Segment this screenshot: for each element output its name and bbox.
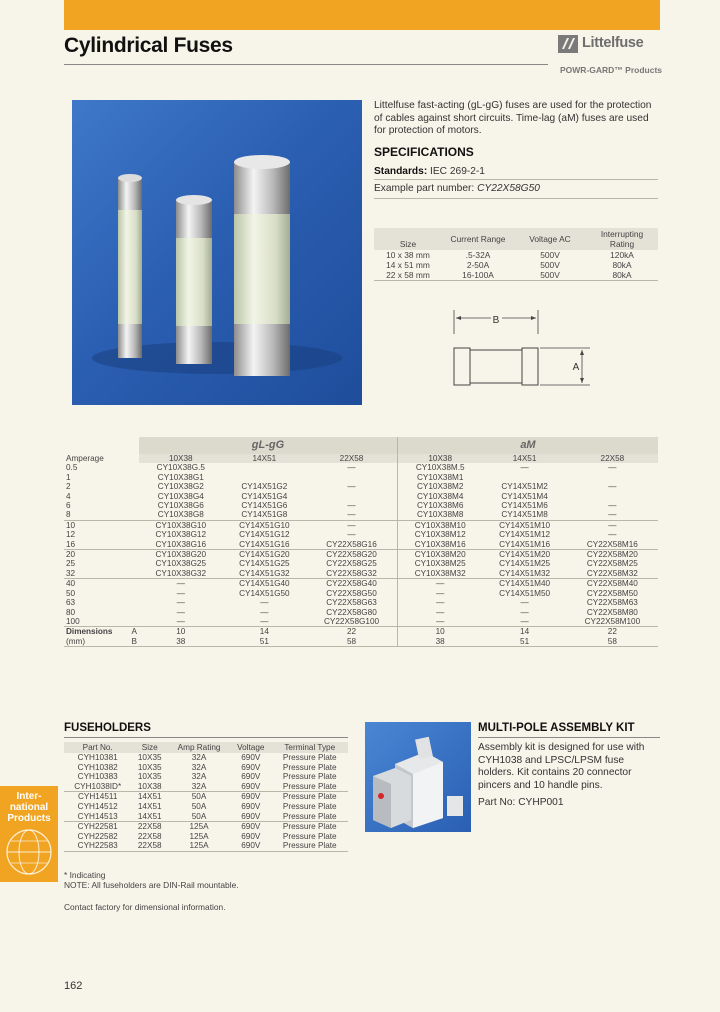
- fuseholder-cell: 32A: [191, 753, 207, 762]
- part-number-cell: CY14X51M2: [501, 482, 548, 492]
- part-number-cell: CY22X58G32: [326, 568, 377, 578]
- mm-label-cell: [64, 637, 139, 647]
- fuseholder-cell: 50A: [168, 792, 230, 802]
- fuse-part-table: [64, 437, 658, 647]
- fuseholder-cell: CYH14511: [64, 792, 131, 802]
- amperage-cell: 25: [66, 559, 76, 569]
- part-number-cell: [223, 463, 307, 472]
- dim-a-letter: A: [131, 627, 137, 637]
- spec-rule-2: [374, 198, 658, 199]
- fuseholder-header-row: [64, 742, 348, 753]
- fuseholder-cell: 690V: [241, 772, 261, 782]
- assembly-kit-description: Assembly kit is designed for use with CYH1038 and LPSC/LPSM fuse holders. Kit contains 20 connector pincers and 10 handle pins.: [478, 742, 645, 791]
- fuse-row: [64, 501, 658, 510]
- part-number-cell: CY10X38M20: [397, 550, 482, 560]
- fuseholder-cell: 690V: [241, 781, 261, 791]
- part-number-cell: —: [260, 607, 269, 617]
- part-number-cell: CY22X58M80: [586, 607, 638, 617]
- part-number-cell: —: [397, 579, 482, 589]
- part-number-cell: [482, 473, 566, 482]
- part-number-cell: —: [397, 608, 482, 617]
- fuseholder-cell: 125A: [168, 822, 230, 832]
- part-number-cell: CY10X38M25: [397, 559, 482, 568]
- part-number-cell: CY22X58M50: [586, 588, 638, 598]
- fuseholders-rule: [64, 737, 348, 738]
- fuseholder-cell: CYH10382: [77, 762, 118, 772]
- fuseholder-cell: CYH10381: [77, 753, 118, 762]
- part-number-cell: CY22X58G63: [326, 598, 377, 608]
- part-number-cell: CY10X38G8: [157, 510, 204, 520]
- fuseholder-cell: 50A: [191, 811, 207, 821]
- dim-b-cell: 51: [259, 636, 269, 646]
- fuseholder-notes: [64, 870, 239, 912]
- amperage-cell: 0.5: [66, 463, 78, 473]
- part-number-cell: —: [520, 598, 529, 608]
- part-number-cell: CY14X51M32: [499, 568, 551, 578]
- fuseholder-row: [64, 802, 348, 812]
- fuseholder-cell: 22X58: [131, 822, 168, 832]
- part-number-cell: CY14X51G4: [241, 491, 288, 501]
- standards-value: IEC 269-2-1: [427, 166, 485, 177]
- fuseholder-row: [64, 822, 348, 832]
- part-number-cell: CY22X58G25: [326, 559, 377, 569]
- part-number-cell: CY14X51M4: [501, 491, 548, 501]
- spec-row: [374, 260, 658, 270]
- fuseholder-cell: 22X58: [137, 841, 162, 851]
- amperage-cell: 2: [66, 482, 71, 492]
- part-number-cell: —: [608, 463, 617, 473]
- fuse-product-photo: [72, 100, 362, 405]
- part-number-cell: CY10X38M12: [397, 530, 482, 539]
- assembly-kit-part-number: Part No: CYHP001: [478, 797, 564, 808]
- part-number-cell: [306, 492, 397, 501]
- fuseholder-cell: 690V: [241, 801, 261, 811]
- part-number-cell: —: [608, 510, 617, 520]
- part-number-cell: CY10X38G25: [155, 559, 207, 569]
- part-number-cell: CY14X51M25: [499, 559, 551, 569]
- fuseholder-cell: 690V: [241, 841, 261, 851]
- size-header: 22X58: [306, 454, 397, 463]
- amperage-cell: 4: [66, 491, 71, 501]
- part-number-cell: —: [567, 520, 658, 530]
- part-number-cell: CY10X38G1: [157, 472, 204, 482]
- part-number-cell: CY22X58G16: [326, 539, 377, 549]
- logo-subtitle: POWR-GARD™ Products: [560, 65, 662, 75]
- fuse-dimension-drawing: [440, 304, 600, 394]
- spec-cell: 22 x 58 mm: [386, 270, 430, 280]
- fuse-row: [64, 579, 658, 589]
- part-number-cell: CY10X38G20: [139, 550, 223, 560]
- specifications-heading: SPECIFICATIONS: [374, 145, 474, 159]
- part-number-cell: CY22X58G50: [326, 588, 377, 598]
- spec-cell: 16-100A: [462, 270, 494, 280]
- fuse-row: [64, 550, 658, 560]
- fuseholder-cell: 32A: [191, 762, 207, 772]
- fuseholder-cell: 125A: [189, 841, 209, 851]
- amperage-cell: 8: [66, 510, 71, 520]
- fuseholder-row: [64, 832, 348, 842]
- part-number-cell: CY14X51G20: [223, 550, 307, 560]
- dimension-b-label: B: [492, 315, 500, 326]
- dimension-a-row: [64, 627, 658, 637]
- part-number-cell: CY14X51G8: [241, 510, 288, 520]
- part-number-cell: —: [306, 520, 397, 530]
- part-number-cell: CY14X51M40: [482, 579, 566, 589]
- part-number-cell: CY14X51M50: [499, 588, 551, 598]
- part-number-cell: —: [520, 616, 529, 626]
- part-number-cell: CY10X38M6: [397, 501, 482, 510]
- intl-line1: Inter-: [16, 791, 42, 802]
- dim-a-cell: 22: [567, 627, 658, 637]
- dim-b-cell: 38: [176, 636, 186, 646]
- part-number-cell: CY22X58G40: [306, 579, 397, 589]
- part-number-cell: —: [397, 589, 482, 598]
- fh-col-amp: Amp Rating: [168, 742, 230, 753]
- part-number-cell: CY14X51G16: [239, 539, 290, 549]
- fuseholder-cell: CYH22582: [77, 831, 118, 841]
- amperage-cell: 1: [66, 472, 71, 482]
- part-number-cell: CY10X38M2: [397, 482, 482, 491]
- part-number-cell: —: [347, 510, 356, 520]
- intl-line3: Products: [7, 813, 51, 824]
- fuseholder-cell: 10X35: [137, 753, 162, 762]
- amperage-cell: 6: [66, 501, 71, 511]
- amperage-cell: 20: [64, 550, 139, 560]
- fuse-row: [64, 492, 658, 501]
- amperage-cell: 63: [66, 598, 76, 608]
- fuseholder-cell: CYH10383: [77, 772, 118, 782]
- part-number-cell: CY14X51M8: [501, 510, 548, 520]
- fuseholder-cell: 690V: [241, 831, 261, 841]
- note-din-rail: NOTE: All fuseholders are DIN-Rail mountable.: [64, 880, 239, 890]
- page-number: 162: [64, 980, 83, 992]
- amperage-label: Amperage: [66, 454, 104, 463]
- spec-col-current: Current Range: [442, 228, 514, 250]
- fuseholder-cell: 690V: [230, 792, 272, 802]
- part-number-cell: CY14X51G40: [223, 579, 307, 589]
- example-label: Example part number:: [374, 183, 478, 194]
- fuseholder-cell: Pressure Plate: [282, 772, 337, 782]
- fuseholder-cell: 690V: [241, 762, 261, 772]
- fuseholder-cell: CYH22583: [77, 841, 118, 851]
- fuse-row: [64, 473, 658, 482]
- fuseholders-heading: FUSEHOLDERS: [64, 722, 151, 734]
- part-number-cell: CY14X51M16: [499, 539, 551, 549]
- fuseholder-cell: 50A: [191, 801, 207, 811]
- fh-col-part: Part No.: [64, 742, 131, 753]
- fuseholder-cell: CYH1038ID*: [74, 781, 122, 791]
- part-number-cell: CY10X38M.5: [397, 463, 482, 472]
- part-number-cell: CY14X51M20: [482, 550, 566, 560]
- fuse-row: [64, 617, 658, 627]
- title-rule: [64, 64, 548, 65]
- top-accent-bar: [64, 0, 660, 30]
- fh-col-terminal: Terminal Type: [272, 742, 348, 753]
- fuseholder-cell: 14X51: [131, 792, 168, 802]
- fuseholder-cell: 32A: [191, 781, 207, 791]
- part-number-cell: CY22X58G100: [323, 616, 380, 626]
- part-number-cell: CY14X51G32: [239, 568, 290, 578]
- spec-col-interrupting: Interrupting Rating: [586, 228, 658, 250]
- fuseholder-cell: CYH22581: [64, 822, 131, 832]
- part-number-cell: CY14X51M10: [482, 520, 566, 530]
- fuseholder-cell: 14X51: [137, 811, 162, 821]
- intro-paragraph: Littelfuse fast-acting (gL-gG) fuses are used for the protection of cables against short circuits. Time-lag (aM) fuses are used for protection of motors.: [374, 100, 652, 136]
- spec-row: [374, 270, 658, 281]
- fuseholder-cell: 690V: [230, 822, 272, 832]
- part-number-cell: CY22X58G20: [306, 550, 397, 560]
- spec-col-voltage: Voltage AC: [514, 228, 586, 250]
- fuseholder-cell: CYH14512: [77, 801, 118, 811]
- fuse-row: [64, 520, 658, 530]
- globe-icon: [3, 826, 55, 878]
- spec-cell: 80kA: [612, 260, 632, 270]
- part-number-cell: CY10X38G.5: [156, 463, 205, 473]
- part-number-cell: —: [608, 530, 617, 540]
- part-number-cell: —: [176, 616, 185, 626]
- spec-header-row: [374, 228, 658, 250]
- part-number-cell: CY10X38M1: [397, 473, 482, 482]
- spec-row: [374, 250, 658, 260]
- dim-b-letter: B: [131, 636, 137, 646]
- part-number-cell: —: [260, 616, 269, 626]
- fuseholder-cell: 690V: [241, 753, 261, 762]
- fuseholders-body: [64, 753, 348, 851]
- part-number-cell: CY22X58M16: [586, 539, 638, 549]
- spec-cell: 120kA: [610, 250, 634, 260]
- part-number-cell: CY10X38G10: [139, 520, 223, 530]
- amperage-cell: 32: [66, 568, 76, 578]
- logo-brand: Littelfuse: [582, 35, 644, 51]
- part-number-cell: —: [397, 617, 482, 627]
- part-number-cell: —: [520, 607, 529, 617]
- group-header-blank: [64, 437, 139, 454]
- amperage-cell: 100: [66, 616, 80, 626]
- spec-cell: 500V: [540, 260, 560, 270]
- size-header-row: [64, 454, 658, 463]
- dim-a-cell: 10: [397, 627, 482, 637]
- fuse-row: [64, 510, 658, 520]
- dim-a-cell: 14: [482, 627, 566, 637]
- specifications-table: [374, 228, 658, 281]
- littelfuse-mark-icon: [558, 35, 578, 53]
- fuseholder-cell: Pressure Plate: [282, 753, 337, 762]
- assembly-kit-photo: [365, 722, 471, 832]
- dimension-a-label: A: [572, 362, 580, 373]
- dim-a-cell: 22: [306, 627, 397, 637]
- spec-cell: .5-32A: [465, 250, 491, 260]
- fuseholder-row: [64, 772, 348, 782]
- dim-b-cell: 51: [520, 636, 530, 646]
- fuse-row: [64, 463, 658, 472]
- fuseholder-cell: 32A: [191, 772, 207, 782]
- part-number-cell: CY10X38G4: [157, 491, 204, 501]
- fuseholders-table: [64, 742, 348, 852]
- part-number-cell: CY22X58G80: [326, 607, 377, 617]
- fuse-row: [64, 540, 658, 550]
- part-number-cell: CY14X51G12: [239, 530, 290, 540]
- group-am: aM: [397, 437, 658, 454]
- fuse-row: [64, 598, 658, 607]
- part-number-cell: —: [520, 463, 529, 473]
- fuseholder-row: [64, 841, 348, 851]
- part-number-cell: CY14X51M6: [501, 501, 548, 511]
- dim-a-cell: 10: [139, 627, 223, 637]
- fuseholder-cell: 14X51: [137, 801, 162, 811]
- fuseholder-cell: 10X38: [137, 781, 162, 791]
- note-contact: Contact factory for dimensional information.: [64, 902, 226, 912]
- fuseholder-cell: 10X35: [137, 762, 162, 772]
- part-number-cell: CY22X58M40: [567, 579, 658, 589]
- dim-b-cell: 58: [607, 636, 617, 646]
- fuseholder-cell: Pressure Plate: [282, 762, 337, 772]
- fuse-row: [64, 608, 658, 617]
- fuseholder-cell: Pressure Plate: [272, 822, 348, 832]
- part-number-cell: —: [260, 598, 269, 608]
- fuse-row: [64, 569, 658, 579]
- mm-label: (mm): [66, 636, 86, 646]
- spec-cell: 80kA: [612, 270, 632, 280]
- amperage-cell: 10: [64, 520, 139, 530]
- fuseholder-cell: Pressure Plate: [272, 792, 348, 802]
- amperage-cell: 80: [66, 607, 76, 617]
- part-number-cell: [567, 473, 658, 482]
- part-number-cell: CY22X58M25: [586, 559, 638, 569]
- part-number-cell: —: [176, 598, 185, 608]
- amperage-cell: 16: [66, 539, 76, 549]
- part-number-cell: CY22X58M63: [586, 598, 638, 608]
- dimension-b-row: [64, 637, 658, 647]
- part-number-cell: —: [347, 501, 356, 511]
- part-number-cell: CY10X38G16: [155, 539, 207, 549]
- dim-b-cell: 38: [397, 637, 482, 647]
- intl-line2: national: [9, 802, 49, 813]
- part-number-cell: [306, 473, 397, 482]
- part-number-cell: CY14X51G10: [223, 520, 307, 530]
- fuse-row: [64, 530, 658, 539]
- group-glgg: gL-gG: [139, 437, 397, 454]
- fuseholder-cell: Pressure Plate: [282, 801, 337, 811]
- part-number-cell: CY10X38G2: [157, 482, 204, 492]
- part-number-cell: CY10X38M32: [397, 569, 482, 579]
- part-number-cell: —: [176, 588, 185, 598]
- part-number-cell: [223, 473, 307, 482]
- part-number-cell: —: [347, 482, 356, 492]
- size-header: 22X58: [567, 454, 658, 463]
- amperage-cell: 12: [66, 530, 76, 540]
- fuseholder-cell: Pressure Plate: [282, 781, 337, 791]
- spec-cell: 500V: [540, 270, 560, 280]
- part-number-cell: CY10X38M10: [397, 520, 482, 530]
- fh-col-voltage: Voltage: [230, 742, 272, 753]
- standards-label: Standards:: [374, 166, 428, 177]
- part-number-cell: CY22X58M20: [567, 550, 658, 560]
- fuseholder-row: [64, 812, 348, 822]
- part-number-cell: CY14X51G50: [239, 588, 290, 598]
- international-products-badge: [0, 786, 58, 882]
- fuseholder-row: [64, 763, 348, 773]
- part-number-cell: CY10X38M16: [397, 540, 482, 550]
- part-number-cell: CY14X51G6: [241, 501, 288, 511]
- fuseholder-cell: 22X58: [137, 831, 162, 841]
- part-number-cell: CY14X51G2: [241, 482, 288, 492]
- fuseholder-row: [64, 792, 348, 802]
- fuseholder-cell: Pressure Plate: [282, 831, 337, 841]
- fuse-row: [64, 559, 658, 568]
- fuseholder-cell: 125A: [189, 831, 209, 841]
- part-number-cell: —: [139, 579, 223, 589]
- spec-cell: 14 x 51 mm: [386, 260, 430, 270]
- part-number-cell: CY22X58M100: [584, 616, 641, 626]
- assembly-kit-rule: [478, 737, 660, 738]
- dim-a-cell: 14: [223, 627, 307, 637]
- spec-cell: 10 x 38 mm: [386, 250, 430, 260]
- assembly-kit-heading: MULTI-POLE ASSEMBLY KIT: [478, 722, 635, 734]
- size-header: 10X38: [139, 454, 223, 463]
- fuseholder-cell: CYH14513: [77, 811, 118, 821]
- note-indicating: * Indicating: [64, 870, 106, 880]
- fuseholder-row: [64, 782, 348, 792]
- size-header: 14X51: [223, 454, 307, 463]
- part-number-cell: —: [397, 598, 482, 607]
- dimensions-label: Dimensions: [66, 627, 113, 637]
- dimensions-label-cell: [64, 627, 139, 637]
- fuseholder-row: [64, 753, 348, 763]
- fuseholder-cell: Pressure Plate: [282, 841, 337, 851]
- part-number-cell: CY14X51G25: [239, 559, 290, 569]
- standards-line: [374, 166, 485, 177]
- part-number-cell: CY10X38G12: [155, 530, 207, 540]
- spec-rule: [374, 179, 658, 180]
- part-number-cell: CY14X51M12: [499, 530, 551, 540]
- size-header: 14X51: [482, 454, 566, 463]
- part-number-cell: —: [347, 530, 356, 540]
- fuseholder-cell: Pressure Plate: [282, 811, 337, 821]
- part-number-cell: CY10X38G32: [155, 568, 207, 578]
- part-number-cell: CY10X38G6: [157, 501, 204, 511]
- part-number-cell: —: [176, 607, 185, 617]
- part-number-cell: —: [347, 463, 356, 473]
- spec-col-size: Size: [374, 228, 442, 250]
- spec-cell: 500V: [540, 250, 560, 260]
- dim-b-cell: 58: [346, 636, 357, 646]
- fuseholder-cell: 10X35: [137, 772, 162, 782]
- fh-col-size: Size: [131, 742, 168, 753]
- fuse-row: [64, 589, 658, 598]
- size-header: 10X38: [397, 454, 482, 463]
- example-value: CY22X58G50: [477, 183, 540, 194]
- littelfuse-logo: [556, 33, 662, 79]
- amperage-cell: 50: [66, 588, 76, 598]
- example-part-line: [374, 183, 540, 194]
- spec-cell: 2-50A: [466, 260, 490, 270]
- group-header-row: [64, 437, 658, 454]
- amperage-cell: 40: [64, 579, 139, 589]
- fuse-table-body: [64, 463, 658, 626]
- fuse-row: [64, 482, 658, 491]
- part-number-cell: CY10X38M4: [397, 492, 482, 501]
- page-title: Cylindrical Fuses: [64, 34, 233, 57]
- part-number-cell: CY10X38M8: [397, 510, 482, 520]
- part-number-cell: CY22X58M32: [586, 568, 638, 578]
- part-number-cell: —: [608, 482, 617, 492]
- part-number-cell: [567, 492, 658, 501]
- fuseholder-cell: 690V: [241, 811, 261, 821]
- part-number-cell: —: [608, 501, 617, 511]
